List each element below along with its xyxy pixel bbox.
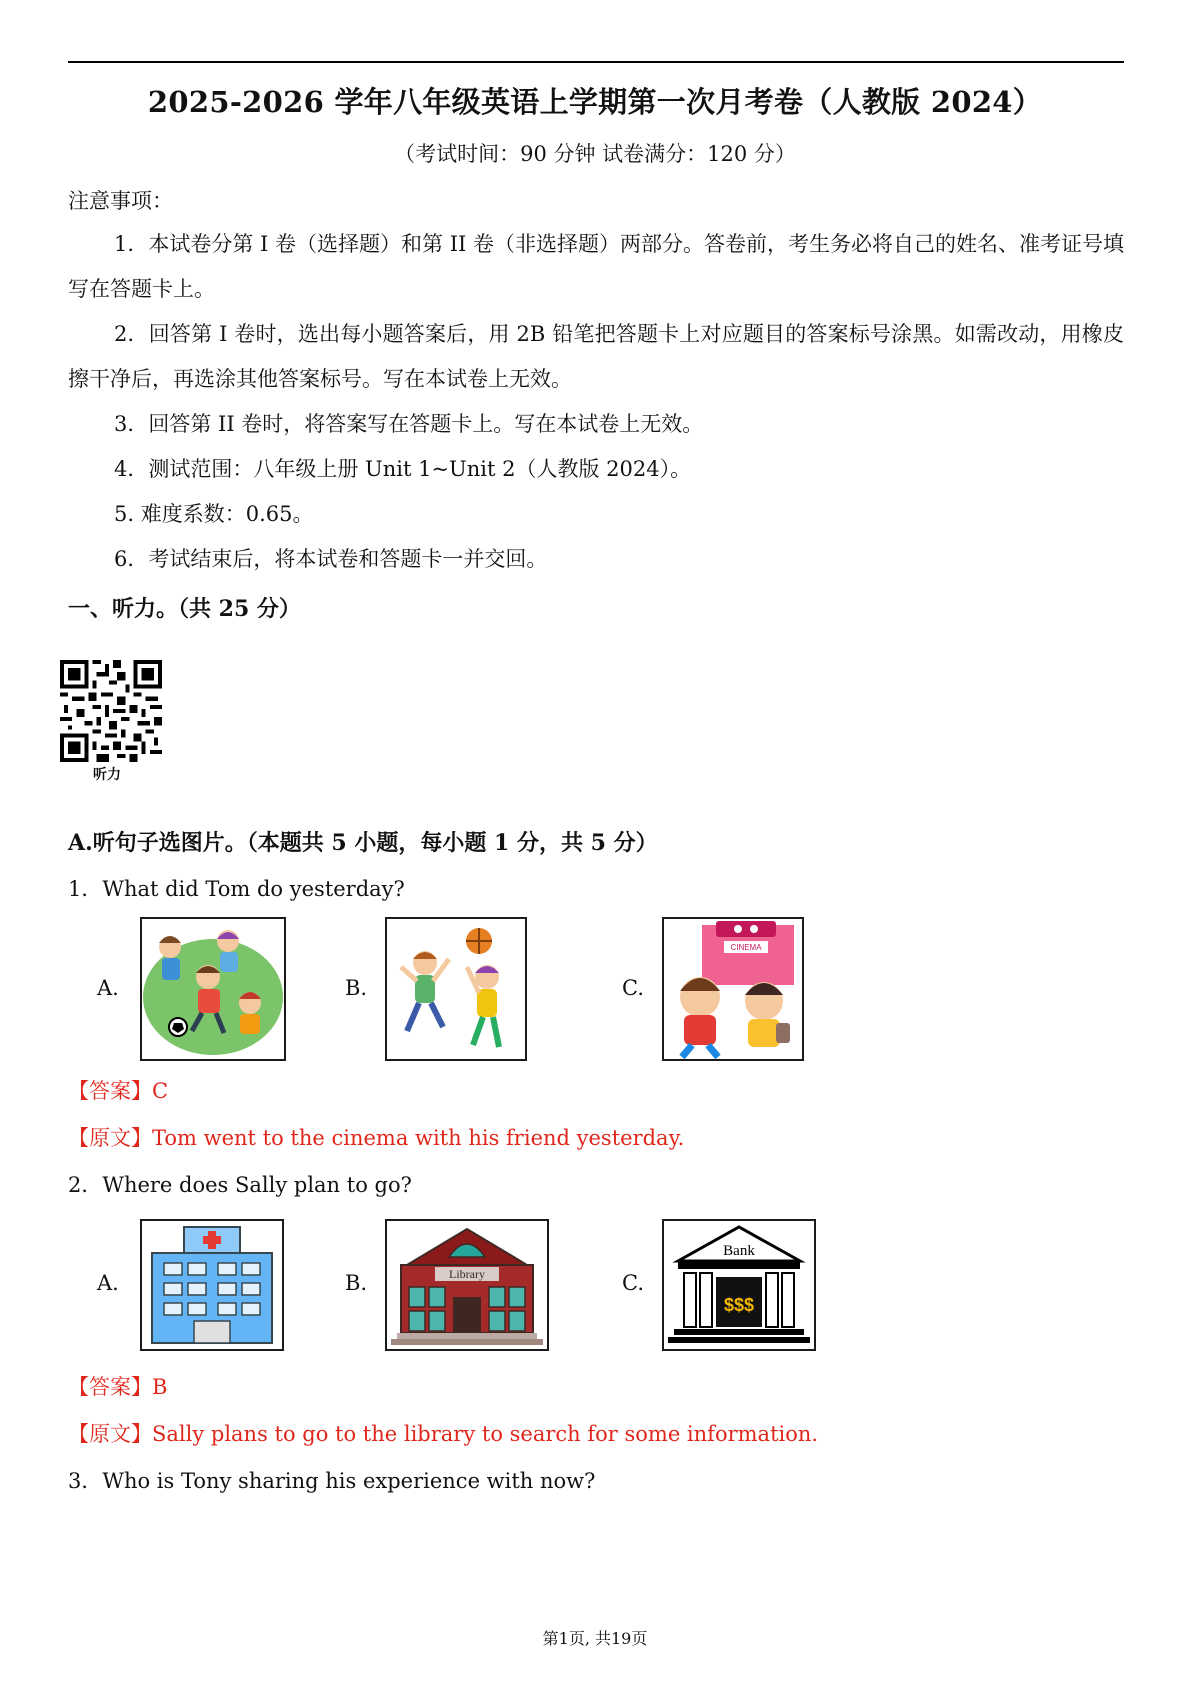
bank-icon [664, 1221, 814, 1349]
notice-item: 5. 难度系数：0.65。 [114, 502, 314, 526]
exam-info: （考试时间：90 分钟 试卷满分：120 分） [394, 142, 796, 166]
option-b-image[interactable] [385, 917, 527, 1061]
top-rule [68, 61, 1124, 63]
notice-list [68, 222, 1124, 582]
part-a-heading: A.听句子选图片。（本题共 5 小题，每小题 1 分，共 5 分） [68, 830, 658, 856]
notice-item: 6．考试结束后，将本试卷和答题卡一并交回。 [114, 547, 548, 571]
question-2: 2．Where does Sally plan to go? [68, 1173, 412, 1197]
notice-label: 注意事项： [68, 189, 173, 213]
option-c-image[interactable] [662, 917, 804, 1061]
option-c-image[interactable] [662, 1219, 816, 1351]
option-a-image[interactable] [140, 1219, 284, 1351]
section-heading-listening: 一、听力。（共 25 分） [68, 596, 301, 622]
script-2: 【原文】Sally plans to go to the library to search for some information. [68, 1422, 819, 1446]
notice-item: 4．测试范围：八年级上册 Unit 1~Unit 2（人教版 2024）。 [114, 457, 692, 481]
answer-1: 【答案】C [68, 1079, 169, 1103]
option-b-label: B. [345, 976, 368, 1000]
option-a-label: A. [97, 1271, 119, 1295]
library-icon [387, 1221, 547, 1349]
option-c-label: C. [622, 1271, 644, 1295]
bank-sign: Bank [723, 1243, 755, 1259]
library-sign: Library [449, 1267, 485, 1281]
qr-code-icon[interactable] [60, 660, 162, 762]
cinema-kids-icon [664, 919, 802, 1059]
option-b-label: B. [345, 1271, 368, 1295]
page-title: 2025-2026 学年八年级英语上学期第一次月考卷（人教版 2024） [147, 85, 1043, 119]
option-a-label: A. [97, 976, 119, 1000]
notice-item: 2．回答第 I 卷时，选出每小题答案后，用 2B 铅笔把答题卡上对应题目的答案标号涂黑。如需改动，用橡皮擦干净后，再选涂其他答案标号。写在本试卷上无效。 [68, 322, 1124, 391]
cinema-sign: CINEMA [730, 943, 762, 952]
basketball-kids-icon [387, 919, 525, 1059]
page-footer: 第1页, 共19页 [542, 1629, 648, 1648]
question-3: 3．Who is Tony sharing his experience with now? [68, 1469, 596, 1493]
option-b-image[interactable] [385, 1219, 549, 1351]
script-1: 【原文】Tom went to the cinema with his friend yesterday. [68, 1126, 685, 1150]
hospital-icon [142, 1221, 282, 1349]
question-1: 1．What did Tom do yesterday? [68, 877, 405, 901]
notice-item: 3．回答第 II 卷时，将答案写在答题卡上。写在本试卷上无效。 [114, 412, 704, 436]
qr-caption: 听力 [93, 767, 121, 783]
answer-2: 【答案】B [68, 1375, 168, 1399]
bank-money-text: $$$ [723, 1295, 755, 1315]
notice-item: 1．本试卷分第 I 卷（选择题）和第 II 卷（非选择题）两部分。答卷前，考生务必将自己的姓名、准考证号填写在答题卡上。 [68, 232, 1124, 301]
option-c-label: C. [622, 976, 644, 1000]
soccer-kids-icon [142, 919, 284, 1059]
option-a-image[interactable] [140, 917, 286, 1061]
